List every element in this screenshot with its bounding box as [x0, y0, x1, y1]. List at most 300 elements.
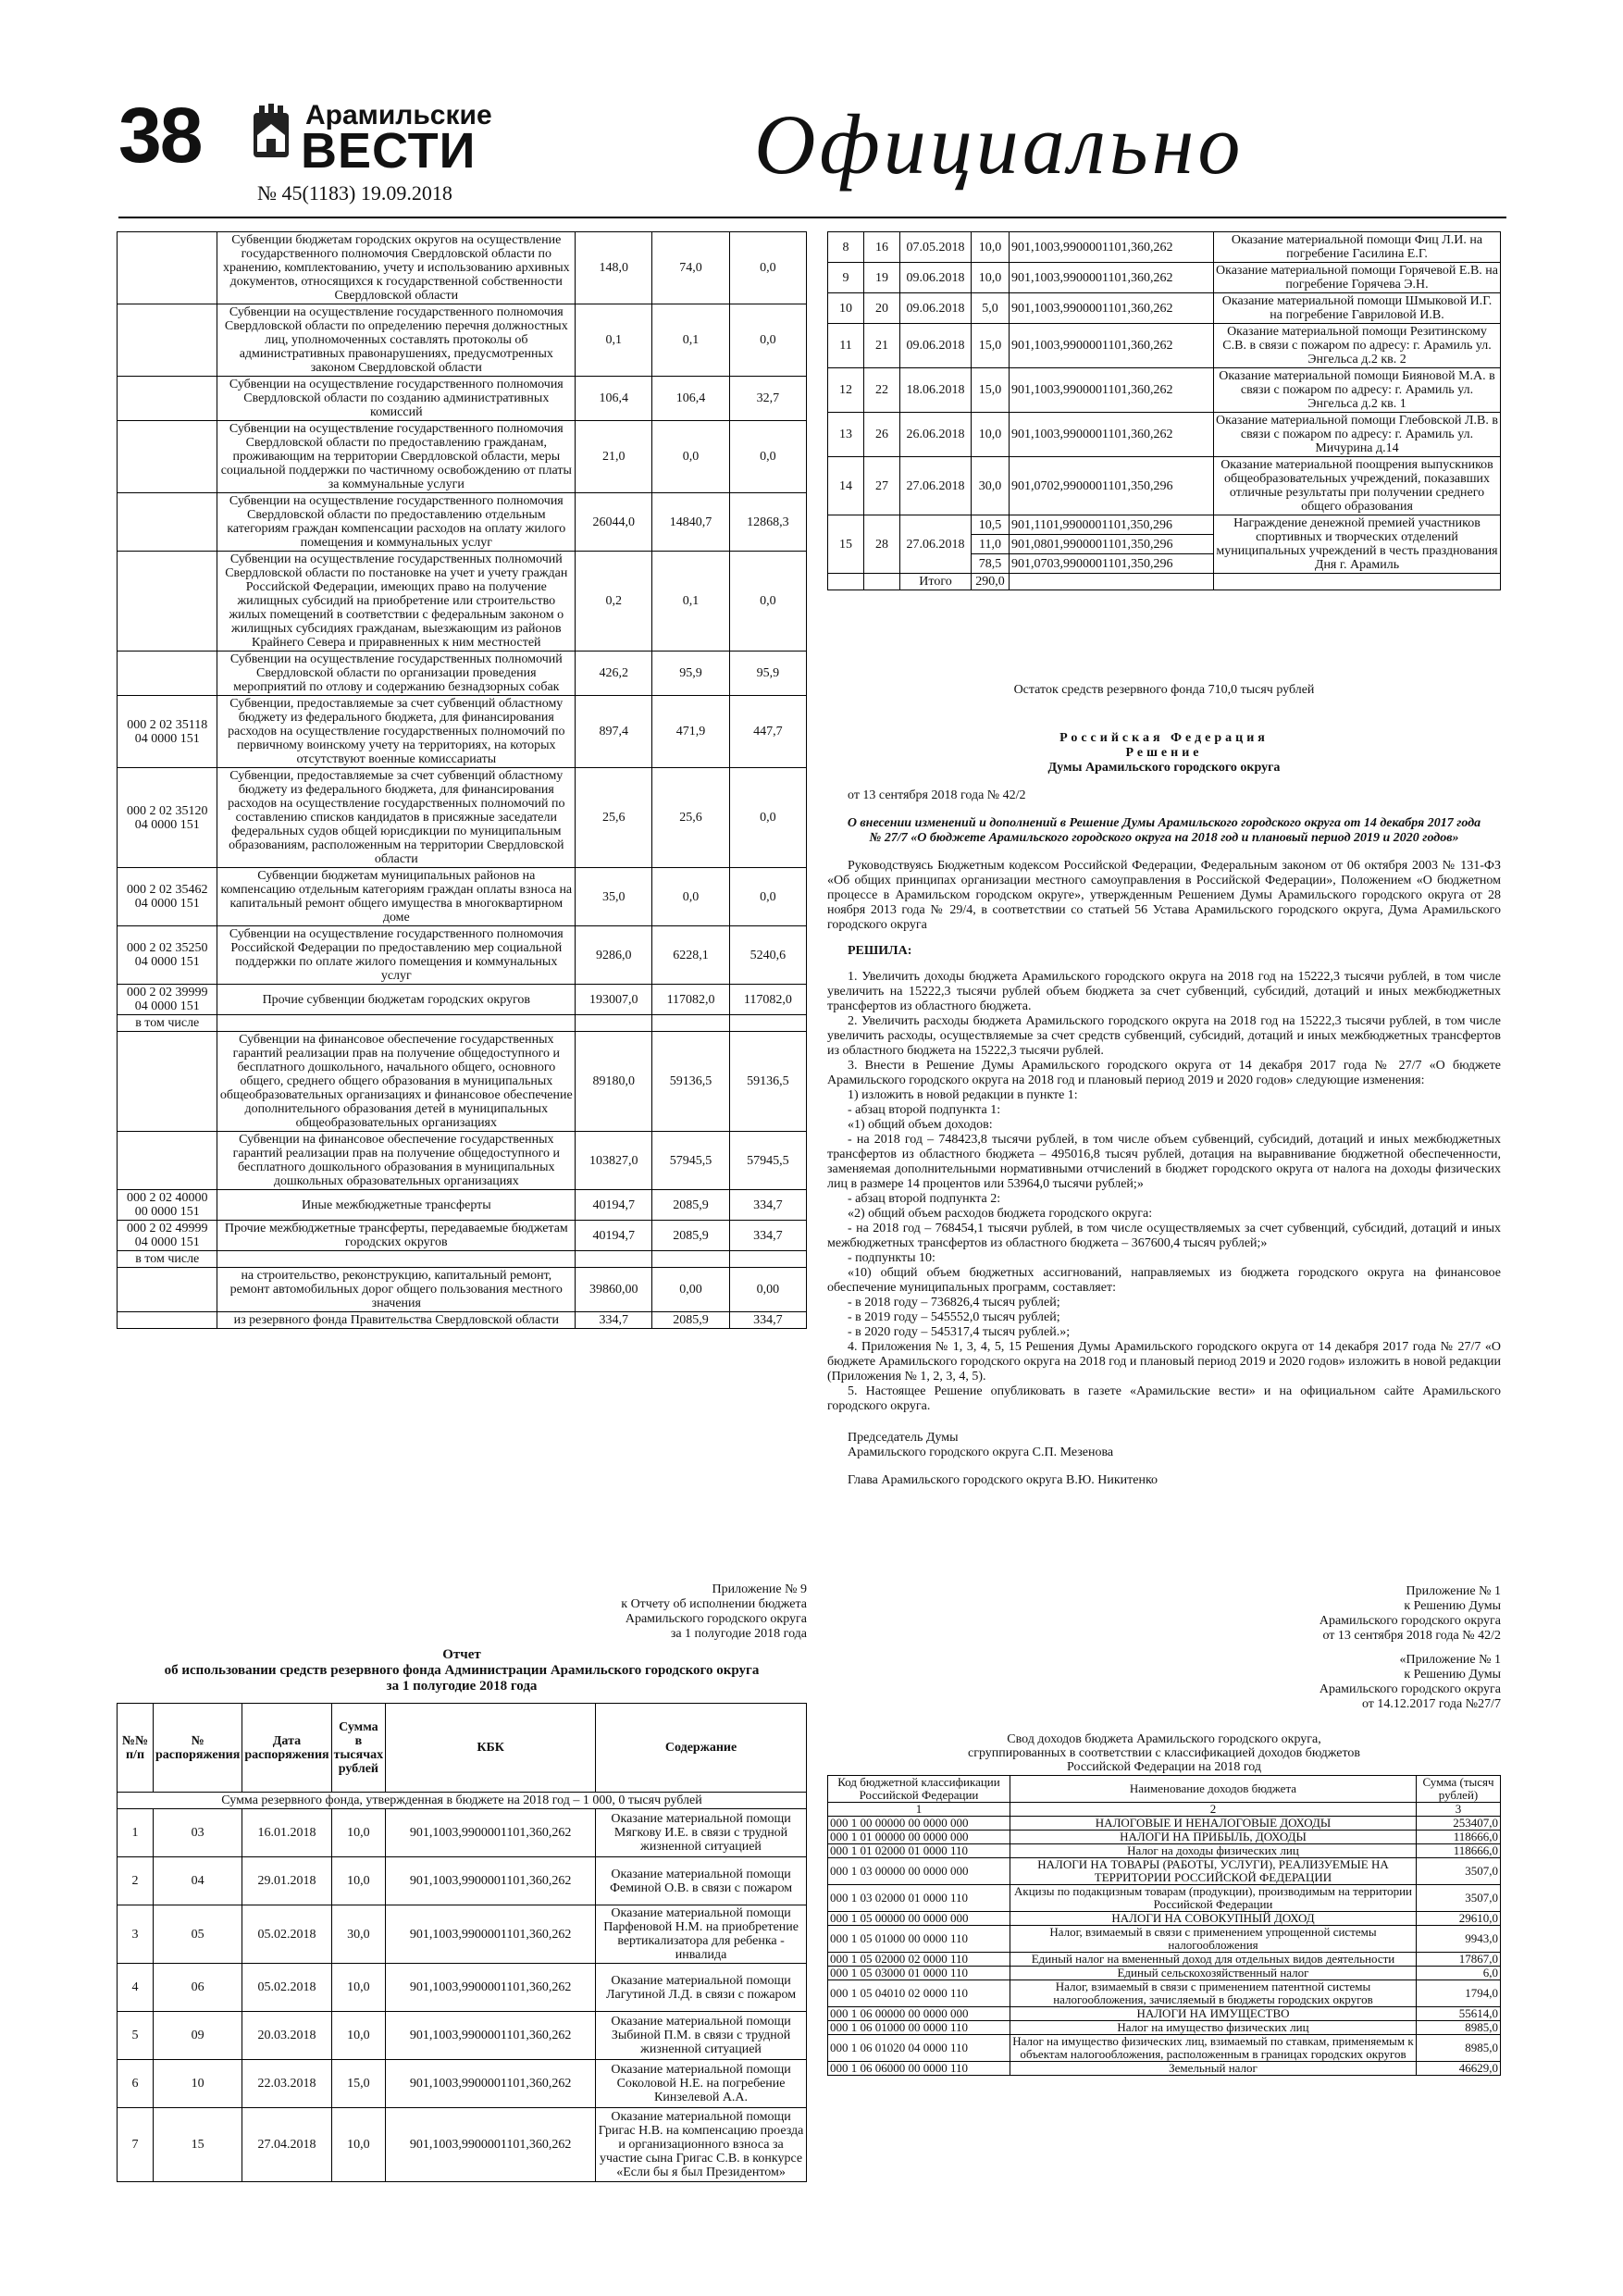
- income-name: Субвенции на осуществление государственных полномочий Свердловской области по постановке на учет и учету граждан Российской Федерации, имеющих право на получение жилищных субсидий на приобретение или строительство жилых помещений в соответствии с федеральным законом о жилищных субсидиях гражданам, выезжающим из районов Крайнего Севера и приравненных к ним местностей: [217, 552, 576, 652]
- income-name: [217, 1251, 576, 1268]
- income-name: НАЛОГОВЫЕ И НЕНАЛОГОВЫЕ ДОХОДЫ: [1010, 1817, 1417, 1831]
- plan-value: 25,6: [576, 768, 652, 868]
- income-name: Налог, взимаемый в связи с применением упрощенной системы налогообложения: [1010, 1926, 1417, 1953]
- table-row: [828, 1967, 1501, 1980]
- reserve-fund-table-continued: [827, 231, 1501, 590]
- fund-remainder: Остаток средств резервного фонда 710,0 тысяч рублей: [1013, 683, 1315, 697]
- empty-cell: [864, 574, 900, 590]
- table-row: [118, 304, 807, 377]
- table-row: [828, 1858, 1501, 1885]
- decision-subject: О внесении изменений и дополнений в Решение Думы Арамильского городского округа от 14 декабря 2017 года № 27/7 «О бюджете Арамильского городского округа на 2018 год и плановый период 2019 и 2020 годов»: [847, 816, 1481, 845]
- budget-code: 000 1 06 01020 04 0000 110: [828, 2035, 1010, 2062]
- table-row: [118, 1190, 807, 1221]
- decision-line: «10) общий объем бюджетных ассигнований, направляемых из бюджета городского округа на финансовое обеспечение муниципальных программ, составляет:: [827, 1266, 1501, 1295]
- order-number: 19: [864, 263, 900, 293]
- income-name: НАЛОГИ НА ИМУЩЕСТВО: [1010, 2007, 1417, 2021]
- exec-value: 117082,0: [729, 985, 806, 1015]
- budget-code: 000 1 05 01000 00 0000 110: [828, 1926, 1010, 1953]
- order-date: 05.02.2018: [242, 1964, 331, 2012]
- order-date: 05.02.2018: [242, 1905, 331, 1964]
- row-number: 13: [828, 413, 864, 457]
- income-name: Субвенции на финансовое обеспечение государственных гарантий реализации прав на получение общедоступного и бесплатного дошкольного, начального общего, основного общего, среднего общего образования в муниципальных общеобразовательных организациях и финансовое обеспечение дополнительного образования детей в муниципальных общеобразовательных организациях: [217, 1032, 576, 1132]
- budget-code: 000 1 06 00000 00 0000 000: [828, 2007, 1010, 2021]
- budget-code: [118, 493, 217, 552]
- amount: 30,0: [331, 1905, 385, 1964]
- table-row: [118, 985, 807, 1015]
- table-row: [828, 1885, 1501, 1912]
- content: Оказание материальной помощи Шмыковой И.Г. на погребение Гавриловой И.В.: [1214, 293, 1501, 324]
- table-row: [118, 2012, 807, 2060]
- order-date: 20.03.2018: [242, 2012, 331, 2060]
- order-number: 16: [864, 232, 900, 263]
- kbk: 901,1003,9900001101,360,262: [386, 1964, 596, 2012]
- amount: 29610,0: [1417, 1912, 1501, 1926]
- decision-heading-2: Решение: [1125, 746, 1203, 760]
- content: Оказание материальной помощи Лагутиной Л.Д. в связи с пожаром: [596, 1964, 807, 2012]
- exec-value: 0,0: [729, 232, 806, 304]
- exec-value: 0,00: [729, 1268, 806, 1312]
- budget-code: 000 1 05 03000 01 0000 110: [828, 1967, 1010, 1980]
- amount: 10,0: [331, 1964, 385, 2012]
- total-label: Итого: [900, 574, 972, 590]
- amount: 11,0: [972, 535, 1010, 554]
- content: Оказание материальной помощи Резитинскому С.В. в связи с пожаром по адресу: г. Арамиль ул. Энгельса д.2 кв. 2: [1214, 324, 1501, 368]
- plan-value: [576, 1251, 652, 1268]
- decision-line: - в 2020 году – 545317,4 тысяч рублей.»;: [848, 1325, 1071, 1339]
- budget-code: 000 2 02 35118 04 0000 151: [118, 696, 217, 768]
- col-header: Сумма (тысяч рублей): [1417, 1776, 1501, 1803]
- budget-code: в том числе: [118, 1015, 217, 1032]
- table-row: [828, 515, 1501, 535]
- signature-chair-name: Арамильского городского округа С.П. Мезенова: [848, 1446, 1114, 1459]
- order-number: 26: [864, 413, 900, 457]
- income-name: НАЛОГИ НА ТОВАРЫ (РАБОТЫ, УСЛУГИ), РЕАЛИЗУЕМЫЕ НА ТЕРРИТОРИИ РОССИЙСКОЙ ФЕДЕРАЦИИ: [1010, 1858, 1417, 1885]
- kbk: 901,1003,9900001101,360,262: [1010, 324, 1214, 368]
- table-row: [118, 1221, 807, 1251]
- income-name: из резервного фонда Правительства Свердловской области: [217, 1312, 576, 1329]
- decision-point-4: 4. Приложения № 1, 3, 4, 5, 15 Решения Думы Арамильского городского округа от 14 декабря 2017 года № 27/7 «О бюджете Арамильского городского округа на 2018 год и плановый период 2019 и 2020 годов» изложить в новой редакции (Приложения № 1, 2, 3, 4, 5).: [827, 1340, 1501, 1384]
- income-name: Налог на имущество физических лиц: [1010, 2021, 1417, 2035]
- kbk: 901,1003,9900001101,360,262: [1010, 293, 1214, 324]
- kbk: 901,0703,9900001101,350,296: [1010, 554, 1214, 574]
- decision-point-5: 5. Настоящее Решение опубликовать в газете «Арамильские вести» и на официальном сайте Арамильского городского округа.: [827, 1384, 1501, 1413]
- plan-value: [576, 1015, 652, 1032]
- income-name: Субвенции, предоставляемые за счет субвенций областному бюджету из федерального бюджета, для финансирования расходов на осуществление государственных полномочий по первичному воинскому учету на территориях, на которых отсутствуют военные комиссариаты: [217, 696, 576, 768]
- fund-note: Сумма резервного фонда, утвержденная в бюджете на 2018 год – 1 000, 0 тысяч рублей: [118, 1793, 807, 1809]
- appendix-1-line: к Решению Думы: [1404, 1599, 1501, 1613]
- table-row: [828, 1844, 1501, 1858]
- income-name: [217, 1015, 576, 1032]
- order-number: 28: [864, 515, 900, 574]
- plan-value: 40194,7: [576, 1221, 652, 1251]
- row-number: 7: [118, 2108, 154, 2182]
- kbk: 901,0702,9900001101,350,296: [1010, 457, 1214, 515]
- decision-point-3: 3. Внести в Решение Думы Арамильского городского округа от 14 декабря 2017 года № 27/7 «О бюджете Арамильского городского округа на 2018 год и плановый период 2019 и 2020 годов» следующие изменения:: [827, 1059, 1501, 1087]
- amount: 10,0: [972, 263, 1010, 293]
- fact-value: 57945,5: [652, 1132, 729, 1190]
- decision-line: - абзац второй подпункта 1:: [848, 1103, 1001, 1117]
- decision-heading-1: Российская Федерация: [1059, 731, 1269, 745]
- order-date: 26.06.2018: [900, 413, 972, 457]
- budget-code: 000 2 02 35120 04 0000 151: [118, 768, 217, 868]
- table-row: [828, 1831, 1501, 1844]
- order-date: 16.01.2018: [242, 1809, 331, 1857]
- income-name: Земельный налог: [1010, 2062, 1417, 2076]
- decision-heading-3: Думы Арамильского городского округа: [1047, 761, 1281, 775]
- income-name: НАЛОГИ НА ПРИБЫЛЬ, ДОХОДЫ: [1010, 1831, 1417, 1844]
- table-row: [118, 1032, 807, 1132]
- total-row: [828, 574, 1501, 590]
- decision-point-1: 1. Увеличить доходы бюджета Арамильского городского округа на 2018 год на 15222,3 тысячи рублей, в том числе увеличить на 15222,3 тысячи рублей объем бюджета за счет субвенций, субсидий, дотаций и иных межбюджетных трансфертов из областного бюджета.: [827, 970, 1501, 1013]
- row-number: 10: [828, 293, 864, 324]
- svod-table: [827, 1775, 1501, 2076]
- budget-code: [118, 232, 217, 304]
- plan-value: 89180,0: [576, 1032, 652, 1132]
- plan-value: 26044,0: [576, 493, 652, 552]
- exec-value: 447,7: [729, 696, 806, 768]
- plan-value: 193007,0: [576, 985, 652, 1015]
- budget-code: 000 1 03 02000 01 0000 110: [828, 1885, 1010, 1912]
- income-name: Субвенции, предоставляемые за счет субвенций областному бюджету из федерального бюджета, для финансирования расходов на осуществление государственных полномочий по составлению списков кандидатов в присяжные заседатели федеральных судов общей юрисдикции по муниципальным образованиям, расположенным на территории Свердловской области: [217, 768, 576, 868]
- plan-value: 35,0: [576, 868, 652, 926]
- issue-number: № 45(1183) 19.09.2018: [257, 181, 452, 205]
- plan-value: 21,0: [576, 421, 652, 493]
- budget-code: [118, 652, 217, 696]
- income-name: Налог на доходы физических лиц: [1010, 1844, 1417, 1858]
- appendix-9: [481, 1582, 807, 1642]
- decision-line: «1) общий объем доходов:: [848, 1118, 993, 1132]
- svod-title: [827, 1732, 1501, 1774]
- kbk: 901,1003,9900001101,360,262: [1010, 413, 1214, 457]
- report-title: [117, 1647, 807, 1694]
- row-number: 11: [828, 324, 864, 368]
- table-row: [828, 2021, 1501, 2035]
- appendix-1-line: Арамильского городского округа: [1319, 1682, 1501, 1696]
- appendix-1: [1203, 1584, 1501, 1712]
- fact-value: 2085,9: [652, 1190, 729, 1221]
- plan-value: 426,2: [576, 652, 652, 696]
- amount: 253407,0: [1417, 1817, 1501, 1831]
- col-number: 2: [1010, 1803, 1417, 1817]
- brand-small: Арамильские: [305, 100, 492, 130]
- amount: 5,0: [972, 293, 1010, 324]
- kbk: 901,1003,9900001101,360,262: [386, 1857, 596, 1905]
- plan-value: 39860,00: [576, 1268, 652, 1312]
- col-header: Сумма в тысячах рублей: [331, 1704, 385, 1793]
- signature-head: Глава Арамильского городского округа В.Ю. Никитенко: [848, 1473, 1158, 1487]
- decision-line: - на 2018 год – 748423,8 тысячи рублей, в том числе объем субвенций, субсидий, дотаций и иных межбюджетных трансфертов из областного бюджета – 495016,8 тысяч рублей, дотация на выравнивание бюджетной обеспеченности, заменяемая дополнительными нормативными отчислений в бюджет городского округа от налога на доходы физических лиц в размере 14 процентов или 53964,0 тысячи рублей;»: [827, 1133, 1501, 1191]
- fact-value: [652, 1015, 729, 1032]
- col-header: Код бюджетной классификации Российской Федерации: [828, 1776, 1010, 1803]
- decision-line: - в 2018 году – 736826,4 тысяч рублей;: [848, 1296, 1060, 1309]
- content: Оказание материальной помощи Горячевой Е.В. на погребение Горячева Э.Н.: [1214, 263, 1501, 293]
- content: Оказание материальной помощи Глебовской Л.В. в связи с пожаром по адресу: г. Арамиль ул. Мичурина д.14: [1214, 413, 1501, 457]
- table-row: [118, 421, 807, 493]
- content: Оказание материальной помощи Парфеновой Н.М. на приобретение вертикализатора для ребенка - инвалида: [596, 1905, 807, 1964]
- amount: 10,0: [972, 232, 1010, 263]
- income-name: Налог на имущество физических лиц, взимаемый по ставкам, применяемым к объектам налогообложения, расположенным в границах городских округов: [1010, 2035, 1417, 2062]
- kbk: 901,1003,9900001101,360,262: [386, 2060, 596, 2108]
- table-row: [118, 1132, 807, 1190]
- row-number: 8: [828, 232, 864, 263]
- decision-line: - подпункты 10:: [848, 1251, 935, 1265]
- amount: 10,0: [331, 2108, 385, 2182]
- table-row: [118, 493, 807, 552]
- appendix-1-line: от 13 сентября 2018 года № 42/2: [1322, 1629, 1501, 1643]
- order-date: 09.06.2018: [900, 324, 972, 368]
- amount: 118666,0: [1417, 1844, 1501, 1858]
- table-row: [118, 926, 807, 985]
- decision-line: - абзац второй подпункта 2:: [848, 1192, 1001, 1206]
- row-number: 6: [118, 2060, 154, 2108]
- budget-code: 000 2 02 40000 00 0000 151: [118, 1190, 217, 1221]
- decision-date: от 13 сентября 2018 года № 42/2: [848, 788, 1026, 802]
- content: Оказание материальной помощи Соколовой Н.Е. на погребение Кинзелевой А.А.: [596, 2060, 807, 2108]
- amount: 15,0: [972, 324, 1010, 368]
- order-number: 22: [864, 368, 900, 413]
- row-number: 4: [118, 1964, 154, 2012]
- decision-resolved: РЕШИЛА:: [848, 944, 912, 958]
- amount: 46629,0: [1417, 2062, 1501, 2076]
- income-name: Субвенции бюджетам городских округов на осуществление государственного полномочия Свердловской области по хранению, комплектованию, учету и использованию архивных документов, относящихся к государственной собственности Свердловской области: [217, 232, 576, 304]
- exec-value: 0,0: [729, 868, 806, 926]
- fact-value: [652, 1251, 729, 1268]
- empty-cell: [1214, 574, 1501, 590]
- order-number: 09: [154, 2012, 242, 2060]
- order-date: 18.06.2018: [900, 368, 972, 413]
- plan-value: 0,1: [576, 304, 652, 377]
- signature-chair: Председатель Думы: [848, 1431, 959, 1445]
- fact-value: 2085,9: [652, 1312, 729, 1329]
- appendix-9-line: Арамильского городского округа: [625, 1612, 807, 1626]
- exec-value: 59136,5: [729, 1032, 806, 1132]
- order-number: 20: [864, 293, 900, 324]
- income-name: Акцизы по подакцизным товарам (продукции), производимым на территории Российской Федерации: [1010, 1885, 1417, 1912]
- col-header: Дата распоряжения: [242, 1704, 331, 1793]
- content: Оказание материальной помощи Мягкову И.Е. в связи с трудной жизненной ситуацией: [596, 1809, 807, 1857]
- budget-code: [118, 1312, 217, 1329]
- budget-code: 000 2 02 49999 04 0000 151: [118, 1221, 217, 1251]
- amount: 3507,0: [1417, 1858, 1501, 1885]
- col-number: 3: [1417, 1803, 1501, 1817]
- amount: 8985,0: [1417, 2021, 1501, 2035]
- order-date: 09.06.2018: [900, 263, 972, 293]
- budget-code: 000 1 01 00000 00 0000 000: [828, 1831, 1010, 1844]
- row-number: 9: [828, 263, 864, 293]
- order-date: 22.03.2018: [242, 2060, 331, 2108]
- order-number: 15: [154, 2108, 242, 2182]
- col-header: №№ п/п: [118, 1704, 154, 1793]
- table-row: [828, 1912, 1501, 1926]
- order-number: 03: [154, 1809, 242, 1857]
- income-name: Налог, взимаемый в связи с применением патентной системы налогообложения, зачисляемый в бюджеты городских округов: [1010, 1980, 1417, 2007]
- order-date: 27.06.2018: [900, 457, 972, 515]
- income-table: [117, 231, 807, 1329]
- appendix-9-line: Приложение № 9: [712, 1582, 807, 1596]
- amount: 30,0: [972, 457, 1010, 515]
- table-row: [118, 2108, 807, 2182]
- fact-value: 0,1: [652, 304, 729, 377]
- crest-logo-icon: [252, 104, 291, 163]
- content: Награждение денежной премией участников спортивных и творческих отделений муниципальных учреждений в честь празднования Дня г. Арамиль: [1214, 515, 1501, 574]
- order-number: 21: [864, 324, 900, 368]
- decision-line: - в 2019 году – 545552,0 тысяч рублей;: [848, 1310, 1060, 1324]
- fact-value: 25,6: [652, 768, 729, 868]
- col-header: КБК: [386, 1704, 596, 1793]
- income-name: Единый сельскохозяйственный налог: [1010, 1967, 1417, 1980]
- income-name: Субвенции на осуществление государственных полномочий Свердловской области по организации проведения мероприятий по отлову и содержанию безнадзорных собак: [217, 652, 576, 696]
- budget-code: 000 2 02 35250 04 0000 151: [118, 926, 217, 985]
- table-row: [118, 868, 807, 926]
- budget-code: 000 1 03 00000 00 0000 000: [828, 1858, 1010, 1885]
- page-number: 38: [118, 92, 202, 179]
- appendix-1-line: Приложение № 1: [1406, 1584, 1501, 1598]
- report-title-3: за 1 полугодие 2018 года: [386, 1679, 538, 1694]
- row-number: 1: [118, 1809, 154, 1857]
- exec-value: 334,7: [729, 1312, 806, 1329]
- income-name: Субвенции бюджетам муниципальных районов на компенсацию отдельным категориям граждан оплаты взноса на капитальный ремонт общего имущества в многоквартирном доме: [217, 868, 576, 926]
- amount: 10,0: [972, 413, 1010, 457]
- empty-cell: [828, 574, 864, 590]
- kbk: 901,0801,9900001101,350,296: [1010, 535, 1214, 554]
- amount: 10,5: [972, 515, 1010, 535]
- budget-code: 000 1 06 01000 00 0000 110: [828, 2021, 1010, 2035]
- budget-code: [118, 377, 217, 421]
- amount: 3507,0: [1417, 1885, 1501, 1912]
- decision-preamble: Руководствуясь Бюджетным кодексом Российской Федерации, Федеральным законом от 06 октября 2003 № 131-ФЗ «Об общих принципах организации местного самоуправления в Российской Федерации», Положением «О бюджетном процессе в Арамильском городском округе», утвержденным Решением Думы Арамильского городского округа от 28 ноября 2013 года № 29/4, в соответствии со статьей 56 Устава Арамильского городского округа, Дума Арамильского городского округа: [827, 859, 1501, 932]
- amount: 8985,0: [1417, 2035, 1501, 2062]
- kbk: 901,1003,9900001101,360,262: [386, 2108, 596, 2182]
- appendix-1-line: от 14.12.2017 года №27/7: [1361, 1697, 1501, 1711]
- order-number: 10: [154, 2060, 242, 2108]
- masthead: [0, 0, 1623, 213]
- content: Оказание материальной помощи Феминой О.В. в связи с пожаром: [596, 1857, 807, 1905]
- appendix-1-line: Арамильского городского округа: [1319, 1614, 1501, 1628]
- order-date: 07.05.2018: [900, 232, 972, 263]
- table-row: [118, 1905, 807, 1964]
- order-date: 27.06.2018: [900, 515, 972, 574]
- decision-line: 1) изложить в новой редакции в пункте 1:: [848, 1088, 1078, 1102]
- table-row: [828, 1980, 1501, 2007]
- table-row: [118, 2060, 807, 2108]
- income-name: Субвенции на осуществление государственного полномочия Свердловской области по предоставлению гражданам, проживающим на территории Свердловской области, меры социальной поддержки по частичному освобождению от платы за коммунальные услуги: [217, 421, 576, 493]
- plan-value: 148,0: [576, 232, 652, 304]
- fact-value: 95,9: [652, 652, 729, 696]
- svod-title-line: сгруппированных в соответствии с классификацией доходов бюджетов: [968, 1746, 1360, 1760]
- fact-value: 106,4: [652, 377, 729, 421]
- plan-value: 103827,0: [576, 1132, 652, 1190]
- amount: 118666,0: [1417, 1831, 1501, 1844]
- kbk: 901,1003,9900001101,360,262: [386, 2012, 596, 2060]
- row-number: 12: [828, 368, 864, 413]
- income-name: Субвенции на осуществление государственного полномочия Свердловской области по созданию административных комиссий: [217, 377, 576, 421]
- order-number: 04: [154, 1857, 242, 1905]
- amount: 10,0: [331, 1857, 385, 1905]
- section-title: Официально: [754, 97, 1245, 192]
- content: Оказание материальной помощи Григас Н.В. на компенсацию проезда и организационного взноса за участие сына Григас С.В. в конкурсе «Если бы я был Президентом»: [596, 2108, 807, 2182]
- exec-value: 334,7: [729, 1221, 806, 1251]
- budget-code: 000 2 02 35462 04 0000 151: [118, 868, 217, 926]
- row-number: 3: [118, 1905, 154, 1964]
- fact-value: 0,00: [652, 1268, 729, 1312]
- amount: 10,0: [331, 1809, 385, 1857]
- table-row: [828, 232, 1501, 263]
- fact-value: 14840,7: [652, 493, 729, 552]
- order-date: 27.04.2018: [242, 2108, 331, 2182]
- table-row: [828, 1817, 1501, 1831]
- col-header: Содержание: [596, 1704, 807, 1793]
- fact-value: 2085,9: [652, 1221, 729, 1251]
- table-row: [118, 1015, 807, 1032]
- income-name: НАЛОГИ НА СОВОКУПНЫЙ ДОХОД: [1010, 1912, 1417, 1926]
- table-row: [118, 652, 807, 696]
- exec-value: 0,0: [729, 421, 806, 493]
- order-date: 29.01.2018: [242, 1857, 331, 1905]
- col-header: Наименование доходов бюджета: [1010, 1776, 1417, 1803]
- income-name: Субвенции на осуществление государственного полномочия Свердловской области по определению перечня должностных лиц, уполномоченных составлять протоколы об административных правонарушениях, предусмотренных законом Свердловской области: [217, 304, 576, 377]
- exec-value: 0,0: [729, 768, 806, 868]
- table-row: [828, 293, 1501, 324]
- income-name: Субвенции на осуществление государственного полномочия Российской Федерации по предоставлению мер социальной поддержки по оплате жилого помещения и коммунальных услуг: [217, 926, 576, 985]
- fact-value: 117082,0: [652, 985, 729, 1015]
- budget-code: [118, 552, 217, 652]
- reserve-fund-table: [117, 1703, 807, 2182]
- exec-value: 0,0: [729, 552, 806, 652]
- income-name: на строительство, реконструкцию, капитальный ремонт, ремонт автомобильных дорог общего пользования местного значения: [217, 1268, 576, 1312]
- budget-code: [118, 1268, 217, 1312]
- table-row: [118, 1964, 807, 2012]
- income-name: Иные межбюджетные трансферты: [217, 1190, 576, 1221]
- amount: 55614,0: [1417, 2007, 1501, 2021]
- kbk: 901,1003,9900001101,360,262: [386, 1905, 596, 1964]
- exec-value: 32,7: [729, 377, 806, 421]
- budget-code: 000 2 02 39999 04 0000 151: [118, 985, 217, 1015]
- order-date: 09.06.2018: [900, 293, 972, 324]
- kbk: 901,1003,9900001101,360,262: [1010, 263, 1214, 293]
- brand-big: ВЕСТИ: [301, 123, 477, 179]
- table-row: [118, 768, 807, 868]
- budget-code: [118, 1132, 217, 1190]
- table-row: [828, 2062, 1501, 2076]
- exec-value: 95,9: [729, 652, 806, 696]
- row-number: 15: [828, 515, 864, 574]
- budget-code: [118, 304, 217, 377]
- amount: 15,0: [972, 368, 1010, 413]
- budget-code: 000 1 06 06000 00 0000 110: [828, 2062, 1010, 2076]
- exec-value: 12868,3: [729, 493, 806, 552]
- header-rule: [118, 217, 1506, 218]
- table-row: [118, 1312, 807, 1329]
- fact-value: 0,0: [652, 868, 729, 926]
- table-row: [828, 2035, 1501, 2062]
- appendix-9-line: за 1 полугодие 2018 года: [670, 1627, 807, 1641]
- budget-code: 000 1 01 02000 01 0000 110: [828, 1844, 1010, 1858]
- income-name: Субвенции на финансовое обеспечение государственных гарантий реализации прав на получение общедоступного и бесплатного дошкольного образования в муниципальных дошкольных образовательных организациях: [217, 1132, 576, 1190]
- report-title-2: об использовании средств резервного фонда Администрации Арамильского городского округа: [164, 1663, 760, 1678]
- amount: 15,0: [331, 2060, 385, 2108]
- budget-code: в том числе: [118, 1251, 217, 1268]
- budget-code: [118, 1032, 217, 1132]
- row-number: 5: [118, 2012, 154, 2060]
- amount: 78,5: [972, 554, 1010, 574]
- table-row: [828, 1953, 1501, 1967]
- report-title-1: Отчет: [442, 1647, 481, 1662]
- amount: 1794,0: [1417, 1980, 1501, 2007]
- decision-line: «2) общий объем расходов бюджета городского округа:: [848, 1207, 1153, 1221]
- table-row: [118, 1268, 807, 1312]
- empty-cell: [1010, 574, 1214, 590]
- order-number: 06: [154, 1964, 242, 2012]
